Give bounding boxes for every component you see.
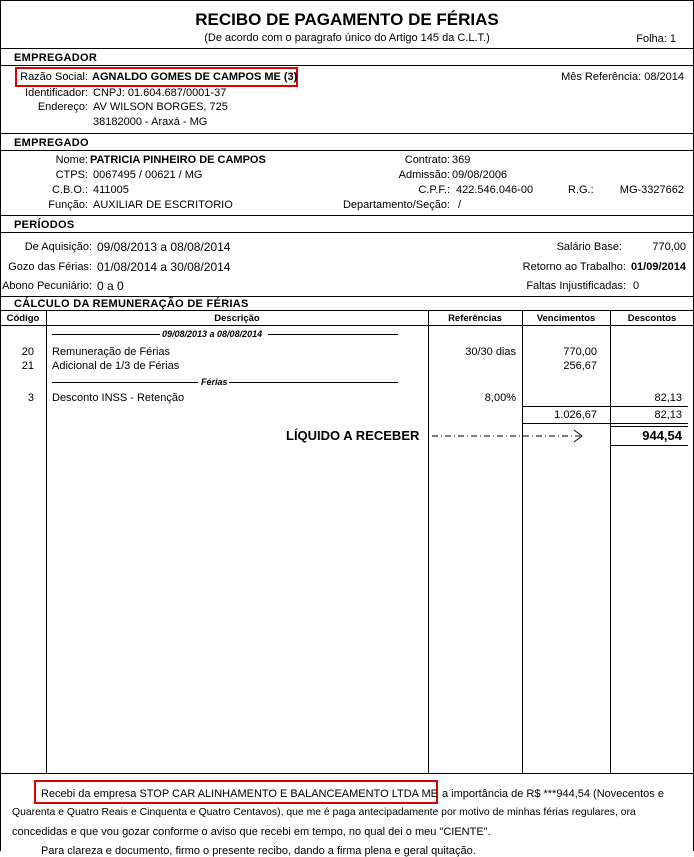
nome-value: PATRICIA PINHEIRO DE CAMPOS [90,154,266,166]
page-number: Folha: 1 [636,33,676,45]
rg-value: MG-3327662 [619,184,684,196]
abono-label: Abono Pecuniário: [2,280,92,292]
row-desconto: 82,13 [654,392,682,404]
faltas-value: 0 [633,280,640,292]
declaracao-line-4: Para clareza e documento, firmo o presente recibo, dando a firma plena e geral quitação. [41,845,476,857]
razao-social-label: Razão Social: [20,71,88,83]
cbo-label: C.B.O.: [51,184,88,196]
ctps-value: 0067495 / 00621 / MG [93,169,203,181]
identificador-label: Identificador: [25,87,88,99]
row-referencia: 30/30 dias [465,346,516,358]
column-header-codigo: Código [6,313,40,324]
declaracao-valor: a importância de R$ ***944,54 (Novecentos e [442,788,664,800]
declaracao-line-1 [41,788,673,800]
aquisicao-value: 09/08/2013 a 08/08/2014 [97,240,231,254]
total-vencimentos: 1.026,67 [554,409,597,421]
ferias-divider-label: Férias [201,377,228,387]
funcao-label: Função: [48,199,88,211]
column-header-vencimentos: Vencimentos [536,313,596,324]
column-header-descricao: Descrição [214,313,260,324]
endereco-label: Endereço: [37,101,88,113]
admissao-label: Admissão: [398,169,450,181]
contrato-value: 369 [452,154,471,166]
row-codigo: 20 [21,346,34,358]
row-codigo: 21 [21,360,34,372]
cpf-label: C.P.F.: [418,184,450,196]
section-heading-periodos: PERÍODOS [14,219,75,231]
departamento-label: Departamento/Seção: [342,199,450,211]
liquido-label: LÍQUIDO A RECEBER [286,428,420,443]
document-title: RECIBO DE PAGAMENTO DE FÉRIAS [195,10,499,29]
row-descricao: Desconto INSS - Retenção [52,392,185,404]
identificador-value: CNPJ: 01.604.687/0001-37 [93,87,227,99]
abono-value: 0 a 0 [97,279,124,293]
column-header-descontos: Descontos [627,313,677,324]
rg-label: R.G.: [568,184,594,196]
section-heading-empregador: EMPREGADOR [14,52,98,64]
section-heading-calculo: CÁLCULO DA REMUNERAÇÃO DE FÉRIAS [14,298,249,310]
funcao-value: AUXILIAR DE ESCRITORIO [93,199,233,211]
salario-base-value: 770,00 [652,241,686,253]
nome-label: Nome: [55,154,88,166]
endereco-value: AV WILSON BORGES, 725 [93,101,228,113]
document-subtitle: (De acordo com o paragrafo único do Artigo 145 da C.L.T.) [204,32,490,44]
ctps-label: CTPS: [55,169,88,181]
total-descontos: 82,13 [654,409,682,421]
cbo-value: 411005 [93,184,129,196]
cpf-value: 422.546.046-00 [456,184,534,196]
contrato-label: Contrato: [404,154,450,166]
razao-social-value: AGNALDO GOMES DE CAMPOS ME (3) [92,71,298,83]
row-descricao: Adicional de 1/3 de Férias [52,360,180,372]
gozo-value: 01/08/2014 a 30/08/2014 [97,260,231,274]
admissao-value: 09/08/2006 [452,169,508,181]
period-divider-label: 09/08/2013 a 08/08/2014 [162,329,263,339]
row-referencia: 8,00% [484,392,516,404]
mes-referencia: Mês Referência: 08/2014 [561,71,684,83]
row-vencimento: 770,00 [563,346,597,358]
row-descricao: Remuneração de Férias [52,346,171,358]
column-header-referencias: Referências [448,313,502,324]
cidade-value: 38182000 - Araxá - MG [93,116,208,128]
row-vencimento: 256,67 [563,360,597,372]
declaracao-empresa: Recebi da empresa STOP CAR ALINHAMENTO E BALANCEAMENTO LTDA ME [41,788,438,800]
gozo-label: Gozo das Férias: [8,261,92,273]
retorno-value: 01/09/2014 [630,261,686,273]
faltas-label: Faltas Injustificadas: [526,280,626,292]
salario-base-label: Salário Base: [556,241,622,253]
aquisicao-label: De Aquisição: [24,241,92,253]
row-codigo: 3 [27,392,34,404]
arrow-right-icon [430,428,590,444]
liquido-value: 944,54 [642,428,682,443]
declaracao-line-3: concedidas e que vou gozar conforme o aviso que recebi em tempo, no qual dei o meu "CIENTE". [12,826,491,838]
departamento-value: / [458,199,462,211]
section-heading-empregado: EMPREGADO [14,137,89,149]
retorno-label: Retorno ao Trabalho: [522,261,626,273]
declaracao-line-2: Quarenta e Quatro Reais e Cinquenta e Quatro Centavos), que me é paga antecipadamente por motivo de minhas férias regulares, ora [12,807,636,818]
